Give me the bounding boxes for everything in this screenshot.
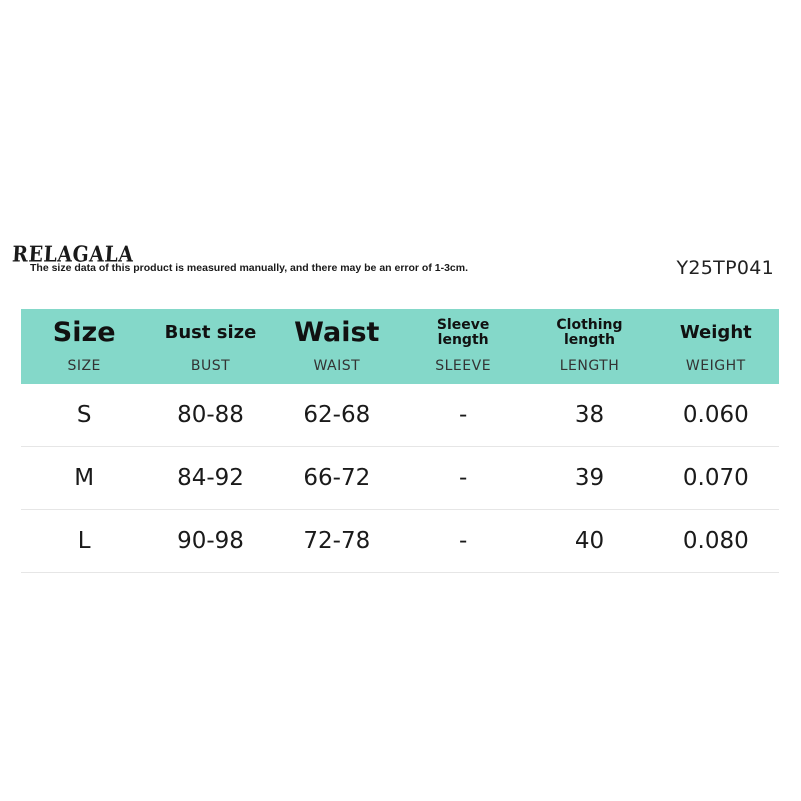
header-waist-sub: WAIST	[313, 358, 361, 374]
cell-sleeve: -	[458, 528, 468, 554]
cell-length: 39	[574, 465, 605, 491]
header-size-sub: SIZE	[67, 358, 101, 374]
measurement-disclaimer: The size data of this product is measured manually, and there may be an error of 1-3cm.	[30, 262, 469, 274]
cell-weight: 0.070	[682, 465, 749, 491]
header-length-sub: LENGTH	[559, 358, 620, 374]
header-bust	[147, 309, 273, 384]
cell-bust: 84-92	[177, 465, 244, 491]
cell-length: 38	[574, 402, 605, 428]
cell-bust: 80-88	[177, 402, 244, 428]
cell-waist: 62-68	[303, 402, 371, 428]
table-row	[21, 447, 779, 510]
header-sleeve-sub: SLEEVE	[435, 358, 492, 374]
header-waist-title: Waist	[294, 316, 380, 348]
size-table	[21, 309, 779, 573]
header-weight-sub: WEIGHT	[685, 358, 746, 374]
brand-logo: RELAGALA	[11, 242, 135, 268]
header-weight	[653, 309, 779, 384]
header-sleeve-title: Sleeve length	[436, 317, 490, 348]
table-row	[21, 384, 779, 447]
cell-weight: 0.060	[682, 402, 749, 428]
cell-waist: 66-72	[303, 465, 371, 491]
cell-length: 40	[574, 528, 605, 554]
header-length	[526, 309, 652, 384]
header-waist	[274, 309, 400, 384]
product-code: Y25TP041	[676, 257, 774, 279]
cell-bust: 90-98	[177, 528, 244, 554]
header-size	[21, 309, 147, 384]
cell-size: M	[74, 465, 95, 491]
cell-weight: 0.080	[682, 528, 749, 554]
header-size-title: Size	[52, 316, 116, 348]
cell-sleeve: -	[458, 465, 468, 491]
header-bust-title: Bust size	[164, 321, 257, 343]
header-weight-title: Weight	[679, 321, 752, 343]
table-row	[21, 510, 779, 573]
cell-size: S	[76, 402, 92, 428]
header-length-title: Clothing length	[556, 317, 623, 348]
table-header	[21, 309, 779, 384]
cell-waist: 72-78	[303, 528, 371, 554]
cell-size: L	[77, 528, 91, 554]
header-bust-sub: BUST	[190, 358, 231, 374]
cell-sleeve: -	[458, 402, 468, 428]
header-sleeve	[400, 309, 526, 384]
